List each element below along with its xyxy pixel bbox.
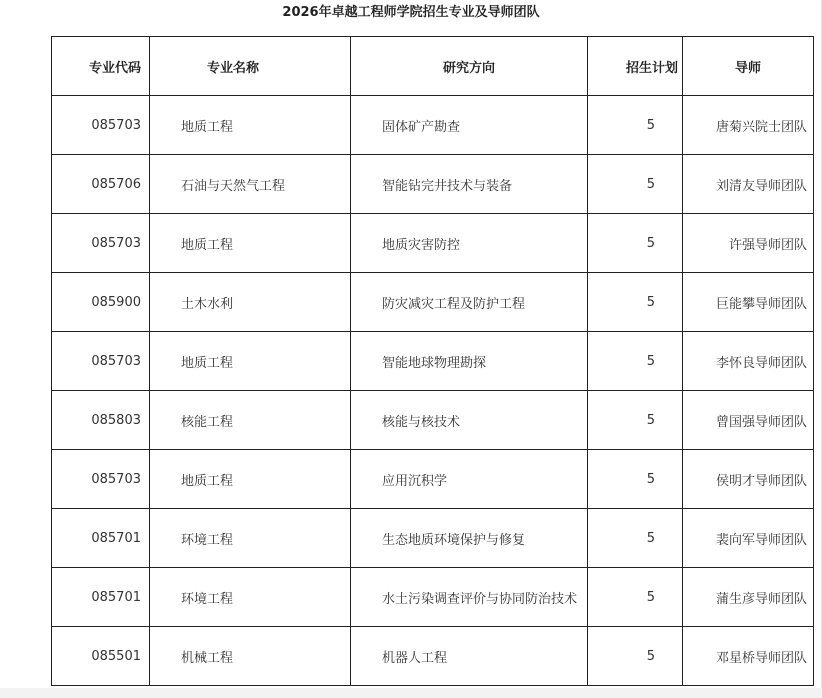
table-row: [52, 509, 814, 568]
cell-name: 地质工程: [150, 332, 351, 391]
cell-tutor: 李怀良导师团队: [683, 332, 814, 391]
table-row: [52, 568, 814, 627]
cell-direction: 固体矿产勘查: [351, 96, 588, 155]
cell-plan: 5: [588, 214, 683, 273]
header-tutor: 导师: [683, 37, 814, 96]
document-title: 2026年卓越工程师学院招生专业及导师团队: [282, 5, 540, 20]
cell-plan: 5: [588, 627, 683, 686]
cell-tutor: 邓星桥导师团队: [683, 627, 814, 686]
cell-tutor: 裴向军导师团队: [683, 509, 814, 568]
table-row: [52, 214, 814, 273]
cell-code: 085701: [52, 509, 150, 568]
table-row: [52, 450, 814, 509]
cell-code: 085706: [52, 155, 150, 214]
cell-name: 环境工程: [150, 568, 351, 627]
cell-tutor: 曾国强导师团队: [683, 391, 814, 450]
header-code: 专业代码: [52, 37, 150, 96]
table-header-row: [52, 37, 814, 96]
cell-code: 085703: [52, 450, 150, 509]
cell-direction: 智能地球物理勘探: [351, 332, 588, 391]
cell-name: 土木水利: [150, 273, 351, 332]
cell-tutor: 许强导师团队: [683, 214, 814, 273]
admissions-table: [51, 36, 814, 686]
cell-plan: 5: [588, 568, 683, 627]
table-row: [52, 332, 814, 391]
cell-direction: 生态地质环境保护与修复: [351, 509, 588, 568]
table-row: [52, 273, 814, 332]
cell-tutor: 蒲生彦导师团队: [683, 568, 814, 627]
cell-code: 085703: [52, 332, 150, 391]
cell-direction: 核能与核技术: [351, 391, 588, 450]
cell-code: 085803: [52, 391, 150, 450]
cell-plan: 5: [588, 450, 683, 509]
cell-code: 085703: [52, 96, 150, 155]
cell-code: 085501: [52, 627, 150, 686]
table-row: [52, 96, 814, 155]
cell-plan: 5: [588, 391, 683, 450]
cell-name: 环境工程: [150, 509, 351, 568]
cell-name: 核能工程: [150, 391, 351, 450]
cell-direction: 水土污染调查评价与协同防治技术: [351, 568, 588, 627]
cell-code: 085703: [52, 214, 150, 273]
bottom-scroll-band: [0, 688, 822, 698]
cell-tutor: 巨能攀导师团队: [683, 273, 814, 332]
cell-plan: 5: [588, 155, 683, 214]
cell-name: 地质工程: [150, 96, 351, 155]
cell-direction: 地质灾害防控: [351, 214, 588, 273]
header-plan: 招生计划: [588, 37, 683, 96]
cell-direction: 应用沉积学: [351, 450, 588, 509]
cell-tutor: 刘清友导师团队: [683, 155, 814, 214]
cell-plan: 5: [588, 96, 683, 155]
header-direction: 研究方向: [351, 37, 588, 96]
cell-code: 085701: [52, 568, 150, 627]
cell-code: 085900: [52, 273, 150, 332]
cell-direction: 智能钻完井技术与装备: [351, 155, 588, 214]
cell-plan: 5: [588, 273, 683, 332]
cell-name: 地质工程: [150, 450, 351, 509]
cell-tutor: 唐菊兴院士团队: [683, 96, 814, 155]
cell-tutor: 侯明才导师团队: [683, 450, 814, 509]
cell-direction: 防灾减灾工程及防护工程: [351, 273, 588, 332]
cell-plan: 5: [588, 332, 683, 391]
cell-name: 地质工程: [150, 214, 351, 273]
header-name: 专业名称: [150, 37, 351, 96]
cell-name: 石油与天然气工程: [150, 155, 351, 214]
cell-direction: 机器人工程: [351, 627, 588, 686]
table-row: [52, 627, 814, 686]
table-row: [52, 155, 814, 214]
cell-plan: 5: [588, 509, 683, 568]
table-row: [52, 391, 814, 450]
cell-name: 机械工程: [150, 627, 351, 686]
